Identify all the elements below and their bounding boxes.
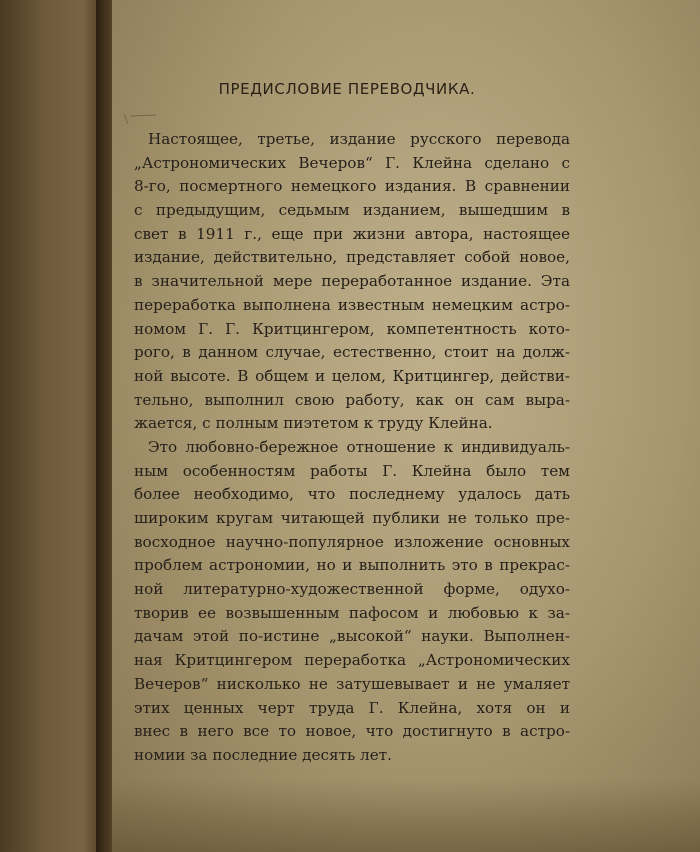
text-line: переработка выполнена известным немецким астро- (134, 295, 570, 314)
text-line: широким кругам читающей публики не только пре- (134, 509, 570, 527)
text-line: рого, в данном случае, естественно, стоит на долж- (134, 343, 570, 362)
text-line: номом Г. Г. Критцингером, компетентность кото- (134, 319, 570, 338)
text-line: в значительной мере переработанное издание. Эта (134, 272, 570, 291)
text-line: дачам этой по-истине „высокой“ науки. Выполнен- (134, 627, 570, 646)
text-line: ной высоте. В общем и целом, Критцингер, действи- (134, 366, 570, 385)
text-line: ной литературно-художественной форме, одухо- (134, 580, 570, 599)
body-text (134, 128, 570, 768)
text-line: творив ее возвышенным пафосом и любовью к за- (134, 603, 570, 622)
text-line: Настоящее, третье, издание русского перевода (148, 130, 570, 148)
text-line: Вечеров“ нисколько не затушевывает и не умаляет (134, 674, 570, 693)
text-line: с предыдущим, седьмым изданием, вышедшим в (134, 201, 570, 220)
text-line: проблем астрономии, но и выполнить это в прекрас- (134, 556, 570, 575)
text-line: свет в 1911 г., еще при жизни автора, настоящее (134, 224, 570, 243)
text-line: внес в него все то новое, что достигнуто в астро- (134, 722, 570, 741)
page-heading: ПРЕДИСЛОВИЕ ПЕРЕВОДЧИКА. (218, 80, 476, 98)
text-line: Это любовно-бережное отношение к индивидуаль- (148, 437, 570, 456)
text-line: более необходимо, что последнему удалось дать (134, 485, 570, 504)
text-line: ным особенностям работы Г. Клейна было тем (134, 461, 570, 480)
pencil-mark-icon (120, 110, 160, 126)
text-line: тельно, выполнил свою работу, как он сам выра- (134, 390, 570, 409)
text-line: восходное научно-популярное изложение основных (134, 532, 570, 551)
text-line: ная Критцингером переработка „Астрономических (134, 651, 570, 670)
text-line: жается, с полным пиэтетом к труду Клейна. (134, 414, 493, 433)
left-page-edge (0, 0, 110, 852)
text-line: номии за последние десять лет. (134, 745, 392, 764)
text-line: 8-го, посмертного немецкого издания. В сравнении (134, 177, 570, 196)
text-line: издание, действительно, представляет собой новое, (134, 248, 570, 267)
text-line: этих ценных черт труда Г. Клейна, хотя он и (134, 698, 570, 717)
text-line: „Астрономических Вечеров“ Г. Клейна сделано с (134, 153, 570, 172)
page-shadow (112, 780, 700, 852)
